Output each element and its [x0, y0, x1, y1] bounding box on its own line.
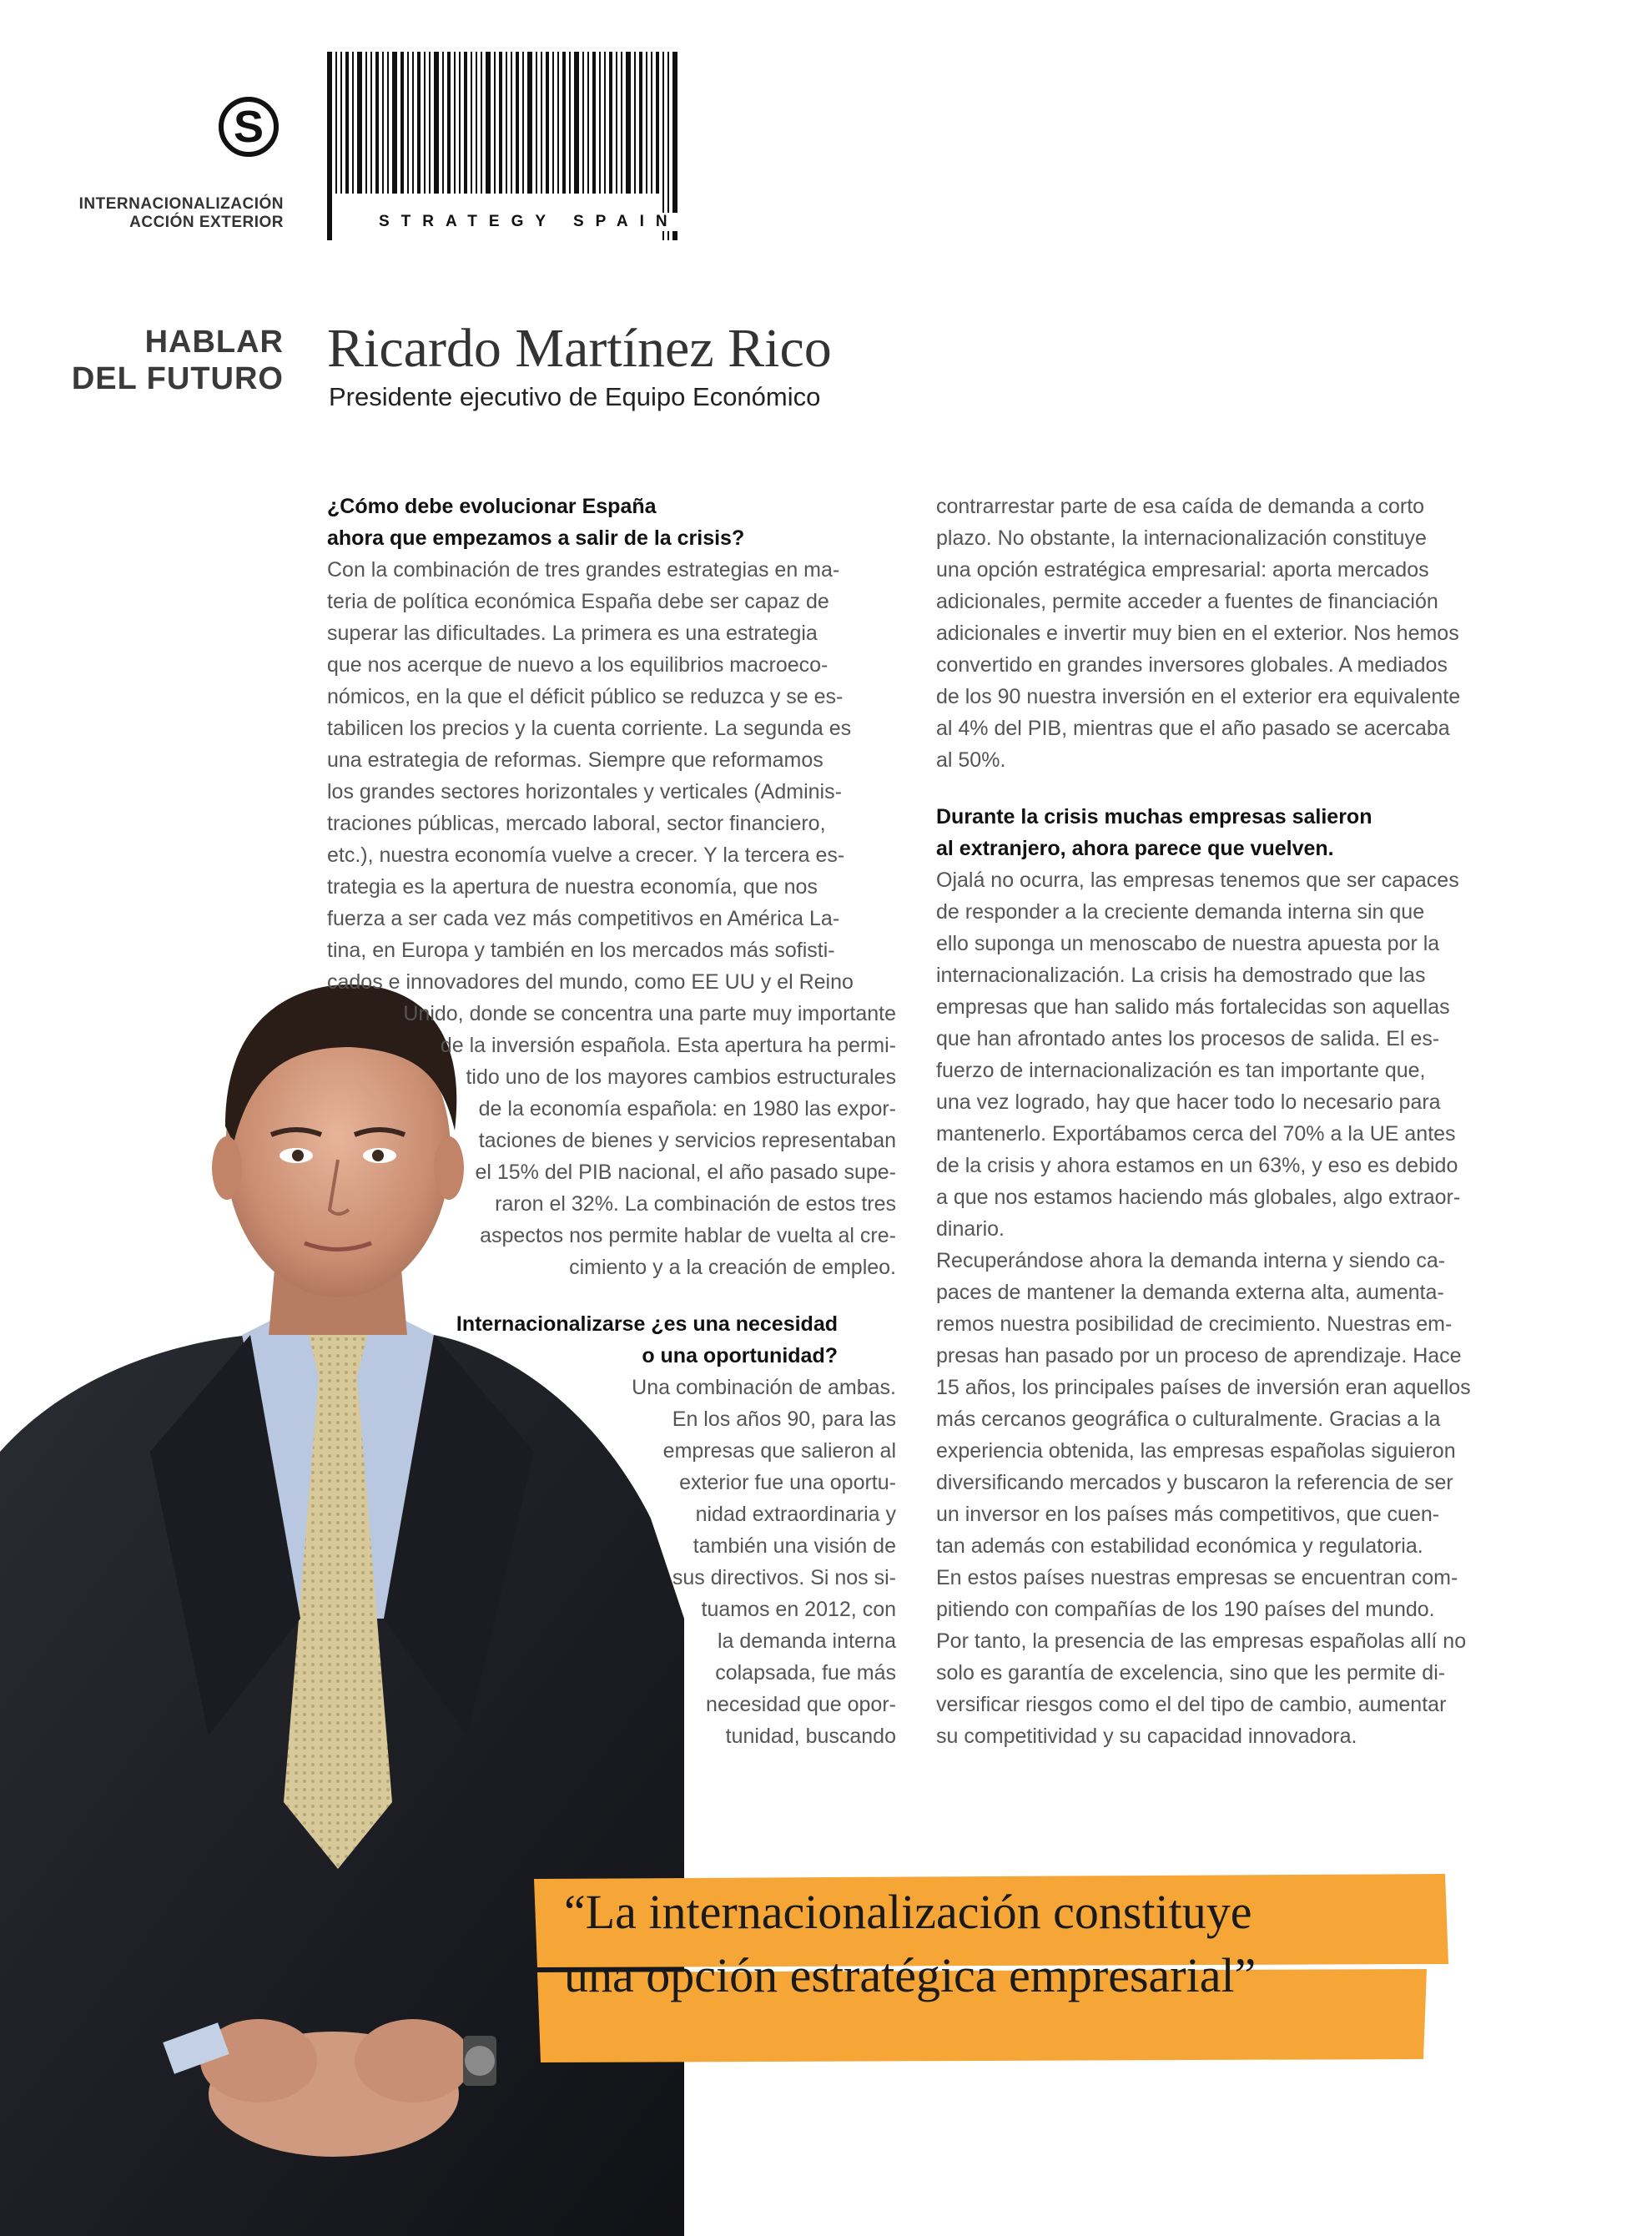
barcode-bar — [471, 52, 472, 194]
a3-line: un inversor en los países más competitivos, que cuen- — [936, 1503, 1440, 1526]
barcode-bar — [486, 52, 491, 194]
barcode-bar — [527, 52, 532, 194]
pull-quote-line2: una opción estratégica empresarial” — [564, 1948, 1257, 2002]
a1-line: trategia es la apertura de nuestra economía, que nos — [327, 875, 818, 899]
a3-line: experiencia obtenida, las empresas españolas siguieron — [936, 1439, 1456, 1463]
barcode-bar — [656, 52, 659, 194]
barcode-bar — [552, 52, 554, 194]
barcode-bar — [626, 52, 631, 194]
barcode-bar — [340, 52, 342, 194]
a1-line: tido uno de los mayores cambios estructurales — [466, 1065, 896, 1089]
barcode-bar — [392, 52, 397, 194]
barcode-bar — [599, 52, 601, 194]
a1-line: fuerza a ser cada vez más competitivos en América La- — [327, 907, 840, 930]
interviewee-name: Ricardo Martínez Rico — [327, 318, 832, 379]
pull-quote-line1: “La internacionalización constituye — [564, 1885, 1252, 1939]
barcode-bar — [447, 52, 451, 194]
a1-line: Unido, donde se concentra una parte muy importante — [403, 1002, 896, 1025]
a1-line: aspectos nos permite hablar de vuelta al cre- — [480, 1224, 896, 1247]
a1-line: Con la combinación de tres grandes estrategias en ma- — [327, 558, 840, 582]
a2-line: necesidad que opor- — [706, 1693, 896, 1716]
barcode-bar — [646, 52, 647, 194]
barcode-bar — [481, 52, 482, 194]
a3-line: Ojalá no ocurra, las empresas tenemos que ser capaces — [936, 869, 1459, 892]
a1-line: que nos acerque de nuevo a los equilibrios macroeco- — [327, 653, 829, 677]
barcode-bar — [587, 52, 589, 194]
a1-line: cimiento y a la creación de empleo. — [569, 1256, 896, 1279]
a2c-line: una opción estratégica empresarial: aporta mercados — [936, 558, 1429, 582]
a3-line: internacionalización. La crisis ha demostrado que las — [936, 964, 1426, 987]
a2c-line: adicionales, permite acceder a fuentes de financiación — [936, 590, 1438, 613]
a2c-line: al 50%. — [936, 748, 1006, 772]
a2-line: empresas que salieron al — [662, 1439, 896, 1463]
a2-line: tuamos en 2012, con — [701, 1598, 896, 1621]
barcode-bar — [400, 52, 404, 194]
barcode-bar — [417, 52, 421, 194]
barcode-bar — [582, 52, 584, 194]
barcode-bar — [370, 52, 372, 194]
barcode-bar — [634, 52, 636, 194]
a3-line: ello suponga un menoscabo de nuestra apuesta por la — [936, 932, 1440, 955]
logo-letter: S — [233, 102, 264, 152]
a2c-line: adicionales e invertir muy bien en el exterior. Nos hemos — [936, 622, 1459, 645]
a3-line: tan además con estabilidad económica y regulatoria. — [936, 1534, 1423, 1558]
question-1 — [327, 491, 896, 554]
barcode-bar — [357, 52, 362, 194]
a3-line: 15 años, los principales países de inversión eran aquellos — [936, 1376, 1471, 1399]
barcode-bar — [511, 52, 512, 194]
barcode-bar — [387, 52, 389, 194]
left-column — [327, 491, 896, 1752]
question-2-line2: o una oportunidad? — [642, 1344, 838, 1367]
a3-line: dinario. — [936, 1217, 1005, 1241]
a1-line: raron el 32%. La combinación de estos tres — [495, 1192, 896, 1216]
section-label-line2: ACCIÓN EXTERIOR — [129, 214, 284, 231]
a3-line: versificar riesgos como el del tipo de cambio, aumentar — [936, 1693, 1447, 1716]
a3-line: más cercanos geográfica o culturalmente. Gracias a la — [936, 1408, 1441, 1431]
answer-2 — [327, 1372, 896, 1752]
a1-line: teria de política económica España debe ser capaz de — [327, 590, 829, 613]
barcode-bar — [494, 52, 496, 194]
barcode-bar — [464, 52, 467, 194]
barcode-bar — [424, 52, 426, 194]
question-1-line1: ¿Cómo debe evolucionar España — [327, 495, 657, 518]
a3-line: Recuperándose ahora la demanda interna y siendo ca- — [936, 1249, 1446, 1272]
a3-line: pitiendo con compañías de los 190 países del mundo. — [936, 1598, 1435, 1621]
barcode-bar — [499, 52, 502, 194]
right-column — [936, 491, 1507, 1752]
barcode-bar — [506, 52, 507, 194]
a1-line: taciones de bienes y servicios representaban — [478, 1129, 896, 1152]
a1-line: cados e innovadores del mundo, como EE UU y el Reino — [327, 970, 854, 994]
a3-line: su competitividad y su capacidad innovadora. — [936, 1725, 1357, 1748]
question-2 — [327, 1308, 896, 1372]
barcode-bar — [639, 52, 642, 194]
answer-1 — [327, 554, 896, 1283]
pull-quote — [564, 1881, 1256, 2007]
barcode-bar — [592, 52, 596, 194]
a1-line: tina, en Europa y también en los mercados más sofisti- — [327, 939, 835, 962]
barcode-bar — [522, 52, 524, 194]
a1-line: una estrategia de reformas. Siempre que reformamos — [327, 748, 823, 772]
a2c-line: de los 90 nuestra inversión en el exterior era equivalente — [936, 685, 1461, 708]
barcode-bar — [345, 52, 349, 194]
a3-line: fuerzo de internacionalización es tan importante que, — [936, 1059, 1426, 1082]
a2-line: exterior fue una oportu- — [679, 1471, 896, 1494]
barcode-bar — [569, 52, 571, 194]
section-label — [50, 195, 284, 232]
a1-line: los grandes sectores horizontales y verticales (Adminis- — [327, 780, 842, 803]
barcode-bar — [352, 52, 354, 194]
a3-line: de responder a la creciente demanda interna sin que — [936, 900, 1425, 924]
barcode-bar — [429, 52, 431, 194]
barcode-bar — [442, 52, 444, 194]
question-2-line1: Internacionalizarse ¿es una necesidad — [456, 1312, 838, 1336]
barcode-bar — [434, 52, 439, 194]
barcode-bar — [546, 52, 549, 194]
a2-line: tunidad, buscando — [725, 1725, 896, 1748]
barcode-bar — [382, 52, 384, 194]
a3-line: diversificando mercados y buscaron la referencia de ser — [936, 1471, 1453, 1494]
answer-3 — [936, 864, 1507, 1752]
barcode-bar — [609, 52, 612, 194]
a2c-line: al 4% del PIB, mientras que el año pasado se acercaba — [936, 717, 1450, 740]
a1-line: de la inversión española. Esta apertura ha permi- — [440, 1034, 896, 1057]
a1-line: nómicos, en la que el déficit público se reduzca y se es- — [327, 685, 844, 708]
barcode-bar — [454, 52, 456, 194]
barcode-bar — [562, 52, 566, 194]
barcode-bar — [407, 52, 409, 194]
barcode-bar — [574, 52, 579, 194]
barcode-bar — [557, 52, 559, 194]
a2-line: también una visión de — [693, 1534, 896, 1558]
kicker-line1: HABLAR — [144, 325, 284, 360]
a3-line: de la crisis y ahora estamos en un 63%, y eso es debido — [936, 1154, 1458, 1177]
a3-line: empresas que han salido más fortalecidas son aquellas — [936, 995, 1450, 1019]
barcode-bar — [541, 52, 542, 194]
barcode-bar — [327, 52, 332, 240]
a3-line: que han afrontado antes los procesos de salida. El es- — [936, 1027, 1440, 1050]
a1-line: superar las dificultades. La primera es una estrategia — [327, 622, 818, 645]
a2c-line: contrarrestar parte de esa caída de demanda a corto — [936, 495, 1425, 518]
a1-line: el 15% del PIB nacional, el año pasado supe- — [475, 1161, 896, 1184]
barcode-bar — [651, 52, 652, 194]
question-3-line1: Durante la crisis muchas empresas salieron — [936, 805, 1372, 828]
barcode-bar — [375, 52, 379, 194]
a1-line: etc.), nuestra economía vuelve a crecer. Y la tercera es- — [327, 844, 845, 867]
a2-line: sus directivos. Si nos si- — [672, 1566, 896, 1589]
interviewee-role: Presidente ejecutivo de Equipo Económico — [329, 382, 821, 411]
barcode-bar — [516, 52, 519, 194]
question-3-line2: al extranjero, ahora parece que vuelven. — [936, 837, 1334, 860]
a1-line: traciones públicas, mercado laboral, sector financiero, — [327, 812, 826, 835]
a2-line: Una combinación de ambas. — [632, 1376, 896, 1399]
a3-line: a que nos estamos haciendo más globales, algo extraor- — [936, 1186, 1461, 1209]
barcode-bar — [412, 52, 414, 194]
a3-line: Por tanto, la presencia de las empresas españolas allí no — [936, 1629, 1467, 1653]
question-3 — [936, 801, 1507, 864]
kicker-line2: DEL FUTURO — [71, 361, 284, 396]
a1-line: tabilicen los precios y la cuenta corriente. La segunda es — [327, 717, 852, 740]
logo-icon — [219, 97, 279, 157]
a2-line: colapsada, fue más — [715, 1661, 896, 1685]
section-kicker — [50, 324, 284, 397]
a1-line: de la economía española: en 1980 las expor- — [478, 1097, 896, 1121]
a3-line: paces de mantener la demanda externa alta, aumenta- — [936, 1281, 1444, 1304]
a3-line: remos nuestra posibilidad de crecimiento. Nuestras em- — [936, 1312, 1453, 1336]
a2-line: nidad extraordinaria y — [695, 1503, 896, 1526]
a3-line: presas han pasado por un proceso de aprendizaje. Hace — [936, 1344, 1462, 1367]
barcode-bar — [335, 52, 337, 194]
barcode-bar — [476, 52, 477, 194]
a2-line: la demanda interna — [717, 1629, 896, 1653]
barcode-bar — [621, 52, 622, 194]
barcode-bar — [616, 52, 617, 194]
a3-line: solo es garantía de excelencia, sino que les permite di- — [936, 1661, 1446, 1685]
a2-line: En los años 90, para las — [672, 1408, 896, 1431]
question-1-line2: ahora que empezamos a salir de la crisis? — [327, 526, 745, 550]
barcode-bar — [365, 52, 367, 194]
a3-line: una vez logrado, hay que hacer todo lo necesario para — [936, 1090, 1441, 1114]
section-label-line1: INTERNACIONALIZACIÓN — [78, 195, 284, 213]
barcode-bar — [536, 52, 537, 194]
a3-line: En estos países nuestras empresas se encuentran com- — [936, 1566, 1458, 1589]
barcode-bar — [604, 52, 606, 194]
a2c-line: convertido en grandes inversores globales. A mediados — [936, 653, 1448, 677]
answer-2-continued — [936, 491, 1507, 776]
a2c-line: plazo. No obstante, la internacionalización constituye — [936, 526, 1427, 550]
brand-wordmark: STRATEGY SPAIN — [375, 213, 682, 231]
a3-line: mantenerlo. Exportábamos cerca del 70% a la UE antes — [936, 1122, 1456, 1146]
barcode-bar — [459, 52, 461, 194]
